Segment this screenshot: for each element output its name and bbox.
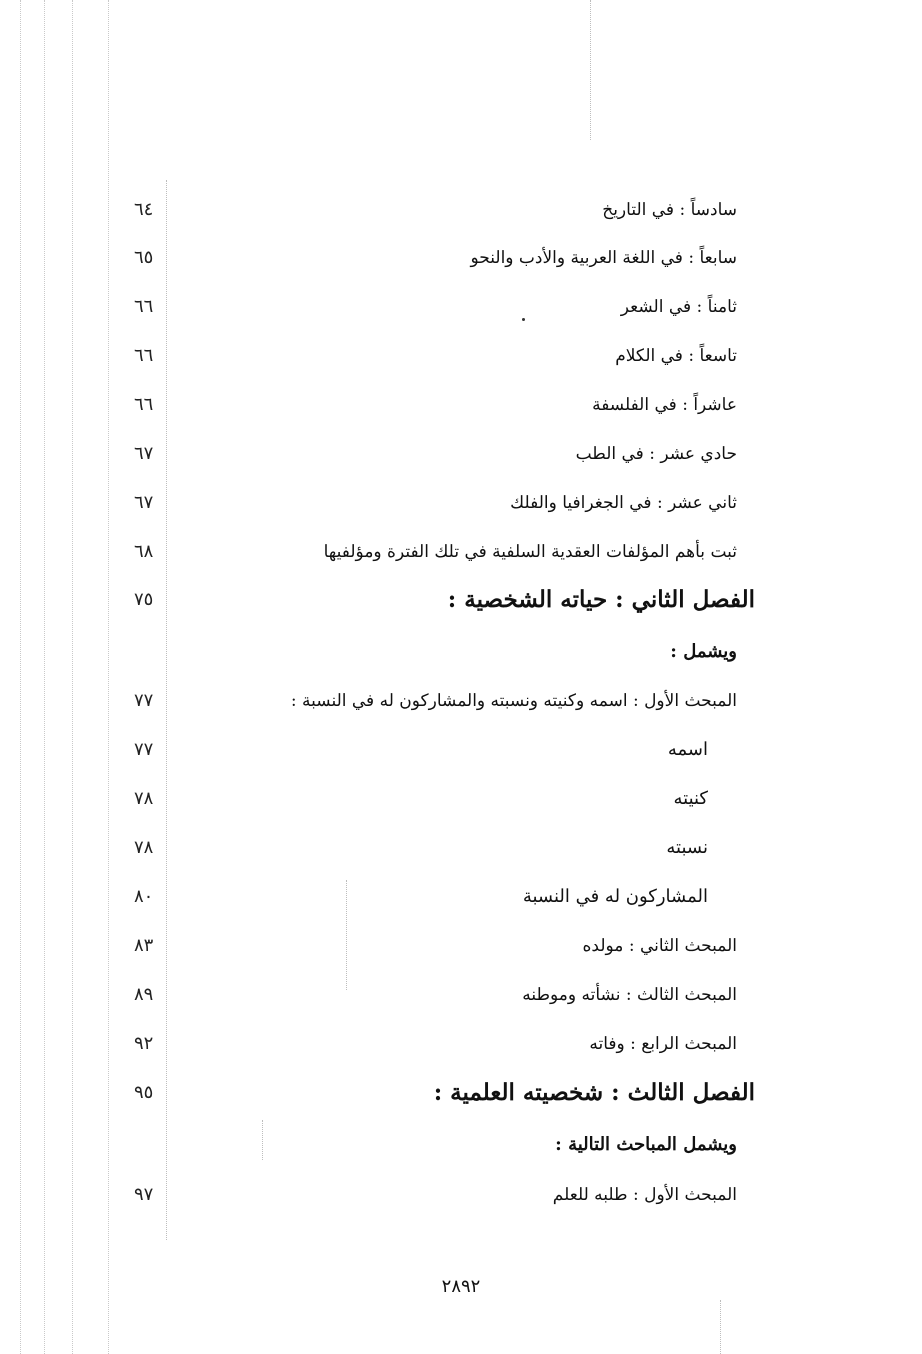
- toc-entry: [0, 385, 922, 425]
- toc-entry: [0, 828, 922, 868]
- toc-entry: [0, 1125, 922, 1165]
- toc-entry: [0, 632, 922, 672]
- entry-page: ٦٨: [134, 541, 154, 562]
- entry-page: ٦٦: [134, 394, 154, 415]
- entry-title: المبحث الأول : اسمه وكنيته ونسبته والمشاركون له في النسبة :: [290, 691, 737, 711]
- entry-title: ثامناً : في الشعر: [620, 297, 737, 317]
- toc-entry: [0, 681, 922, 721]
- entry-title: ويشمل :: [670, 641, 737, 662]
- entry-title: ويشمل المباحث التالية :: [555, 1134, 737, 1155]
- toc-entry: [0, 336, 922, 376]
- entry-page: ٧٧: [134, 739, 154, 760]
- entry-title: حادي عشر : في الطب: [575, 444, 737, 464]
- entry-page: ٧٨: [134, 837, 154, 858]
- entry-page: ٧٧: [134, 690, 154, 711]
- entry-title: نسبته: [666, 837, 708, 858]
- entry-title: تاسعاً : في الكلام: [615, 346, 737, 366]
- entry-title: المبحث الثاني : مولده: [582, 936, 737, 956]
- toc-entry: [0, 1175, 922, 1215]
- entry-title: المبحث الثالث : نشأته وموطنه: [522, 985, 737, 1005]
- toc-entry: [0, 730, 922, 770]
- entry-page: ٦٦: [134, 345, 154, 366]
- toc-entry: [0, 532, 922, 572]
- chapter-heading: [0, 580, 922, 620]
- entry-page: ٨٩: [134, 984, 154, 1005]
- entry-page: ٩٧: [134, 1184, 154, 1205]
- entry-title: الفصل الثالث : شخصيته العلمية :: [433, 1079, 755, 1106]
- entry-title: المبحث الرابع : وفاته: [589, 1034, 737, 1054]
- entry-page: ٧٨: [134, 788, 154, 809]
- entry-title: المشاركون له في النسبة: [522, 886, 708, 907]
- entry-title: ثبت بأهم المؤلفات العقدية السلفية في تلك الفترة ومؤلفيها: [323, 542, 737, 562]
- entry-title: المبحث الأول : طلبه للعلم: [552, 1185, 737, 1205]
- entry-title: اسمه: [667, 739, 708, 760]
- toc-entry: [0, 190, 922, 230]
- toc-entry: [0, 926, 922, 966]
- toc-entry: [0, 1024, 922, 1064]
- entry-title: عاشراً : في الفلسفة: [592, 395, 737, 415]
- toc-entry: [0, 238, 922, 278]
- entry-page: ٦٥: [134, 247, 154, 268]
- toc-entry: [0, 434, 922, 474]
- chapter-heading: [0, 1073, 922, 1113]
- entry-title: سابعاً : في اللغة العربية والأدب والنحو: [470, 248, 737, 268]
- toc-entry: [0, 287, 922, 327]
- entry-title: ثاني عشر : في الجغرافيا والفلك: [510, 493, 737, 513]
- entry-page: ٩٢: [134, 1033, 154, 1054]
- entry-page: ٨٠: [134, 886, 154, 907]
- toc-entry: [0, 877, 922, 917]
- toc-entry: [0, 779, 922, 819]
- entry-page: ٩٥: [134, 1082, 154, 1103]
- entry-title: سادساً : في التاريخ: [602, 200, 737, 220]
- toc-entry: [0, 483, 922, 523]
- entry-title: كنيته: [673, 788, 708, 809]
- entry-page: ٦٧: [134, 492, 154, 513]
- entry-page: ٦٦: [134, 296, 154, 317]
- entry-title: الفصل الثاني : حياته الشخصية :: [447, 586, 755, 613]
- entry-page: ٨٣: [134, 935, 154, 956]
- entry-page: ٦٧: [134, 443, 154, 464]
- toc-entry: [0, 975, 922, 1015]
- entry-page: ٦٤: [134, 199, 154, 220]
- page-number: ٢٨٩٢: [441, 1276, 481, 1297]
- entry-page: ٧٥: [134, 589, 154, 610]
